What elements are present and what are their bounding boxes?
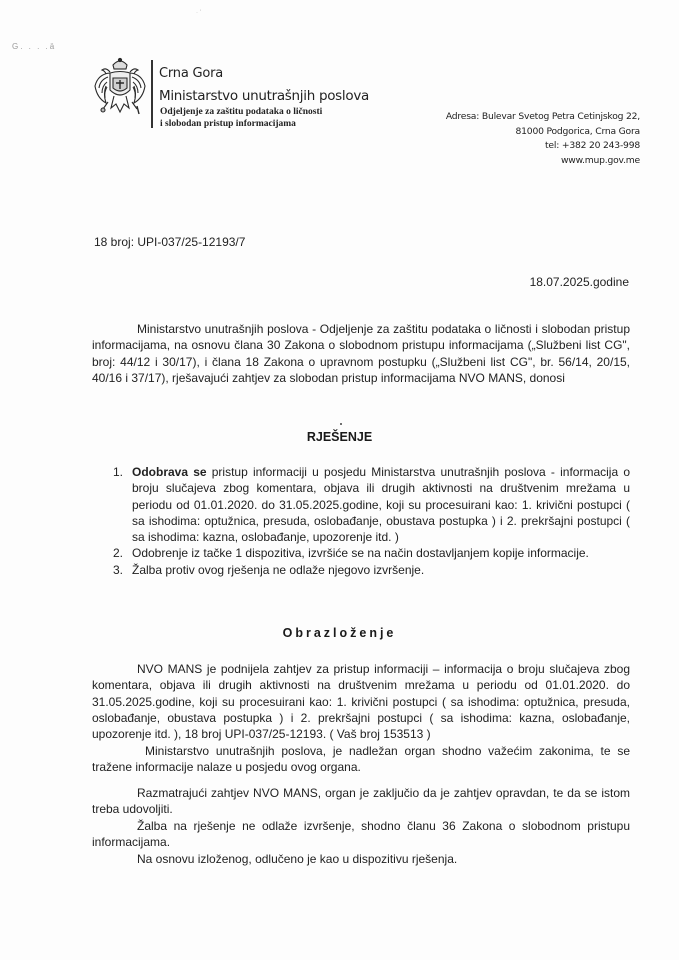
item-text: Odobrenje iz tačke 1 dispozitiva, izvršiće se na način dostavljanjem kopije informacije. xyxy=(132,546,589,561)
reasoning-paragraph xyxy=(92,785,630,818)
item-number: 2. xyxy=(113,546,124,561)
item-bold-lead: Odobrava se xyxy=(132,465,207,479)
decision-title: RJEŠENJE xyxy=(306,430,373,444)
montenegro-coat-of-arms-icon xyxy=(92,56,148,118)
website-link[interactable]: www.mup.gov.me xyxy=(560,154,640,166)
item-number: 1. xyxy=(113,465,124,479)
item-text: pristup informaciji u posjedu Ministarstva unutrašnjih poslova - informacija o broju slučajeva zbog komentara, objava ili drugih aktivnosti na društvenim mrežama u periodu od 01.01.2020. do 31.05.2025.godine, koji su procesuirani kao: 1. krivični postupci ( sa ishodima: optužnica, presuda, oslobađanje, obustava postupka ) i 2. prekršajni postupci ( sa ishodima: kazna, oslobađanje, upozorenje itd. ) xyxy=(132,465,630,545)
scan-artifact: ·' xyxy=(196,10,204,16)
decision-item xyxy=(113,545,630,561)
department-line: i slobodan pristup informacijama xyxy=(160,119,296,129)
item-number: 3. xyxy=(113,562,124,577)
reference-number: 18 broj: UPI-037/25-12193/7 xyxy=(94,235,246,249)
country-name: Crna Gora xyxy=(159,66,224,81)
scan-speck xyxy=(340,423,342,425)
item-text: Žalba protiv ovog rješenja ne odlaže njegovo izvršenje. xyxy=(132,562,425,577)
paragraph-text: Žalba na rješenje ne odlaže izvršenje, shodno članu 36 Zakona o slobodnom pristupu informacijama. xyxy=(92,819,630,850)
street-address: Adresa: Bulevar Svetog Petra Cetinjskog 22, xyxy=(445,111,640,122)
address-block xyxy=(446,110,640,168)
department-name xyxy=(160,106,322,130)
scan-artifact: G. . . .ä xyxy=(12,42,57,51)
intro-paragraph xyxy=(92,321,630,386)
paragraph-text: NVO MANS je podnijela zahtjev za pristup informaciji – informacija o broju slučajeva zbog komentara, objava ili drugih aktivnosti na društvenim mrežama u periodu od 01.01.2020. do 31.05.2025.godine, koji su procesuirani kao: 1. krivični postupci ( sa ishodima: optužnica, presuda, oslobađanje, obustava postupka ) i 2. prekršajni postupci ( sa ishodima: kazna, oslobađanje, upozorenje itd. ), 18 broj UPI-037/25-12193. ( Vaš broj 153513 ) xyxy=(92,662,630,742)
paragraph-text: Ministarstvo unutrašnjih poslova, je nadležan organ shodno važećim zakonima, te se tražene informacije nalaze u posjedu ovog organa. xyxy=(92,744,630,775)
reasoning-paragraph xyxy=(92,661,630,742)
paragraph-text: Na osnovu izloženog, odlučeno je kao u dispozitivu rješenja. xyxy=(137,852,458,866)
document-date: 18.07.2025.godine xyxy=(529,275,629,289)
reasoning-paragraph xyxy=(92,851,630,867)
department-line: Odjeljenje za zaštitu podataka o ličnosti xyxy=(160,107,323,117)
paragraph-text: Razmatrajući zahtjev NVO MANS, organ je zaključio da je zahtjev opravdan, te da se istom treba udovoljiti. xyxy=(92,786,630,817)
intro-text: Ministarstvo unutrašnjih poslova - Odjeljenje za zaštitu podataka o ličnosti i slobodan pristup informacijama, na osnovu člana 30 Zakona o slobodnom pristupu informacijama („Službeni list CG", broj: 44/12 i 30/17), i člana 18 Zakona o upravnom postupku („Službeni list CG", br. 56/14, 20/15, 40/16 i 37/17), rješavajući zahtjev za slobodan pristup informacijama NVO MANS, donosi xyxy=(92,322,630,385)
ministry-name: Ministarstvo unutrašnjih poslova xyxy=(159,88,369,104)
decision-items xyxy=(113,464,630,578)
decision-item xyxy=(113,464,630,545)
phone-number: tel: +382 20 243-998 xyxy=(545,140,640,151)
city-address: 81000 Podgorica, Crna Gora xyxy=(515,125,640,137)
letterhead-divider xyxy=(151,60,153,128)
reasoning-title: Obrazloženje xyxy=(282,626,397,640)
decision-item xyxy=(113,562,630,578)
reasoning-paragraph xyxy=(92,818,630,851)
reasoning-paragraph xyxy=(92,743,630,776)
